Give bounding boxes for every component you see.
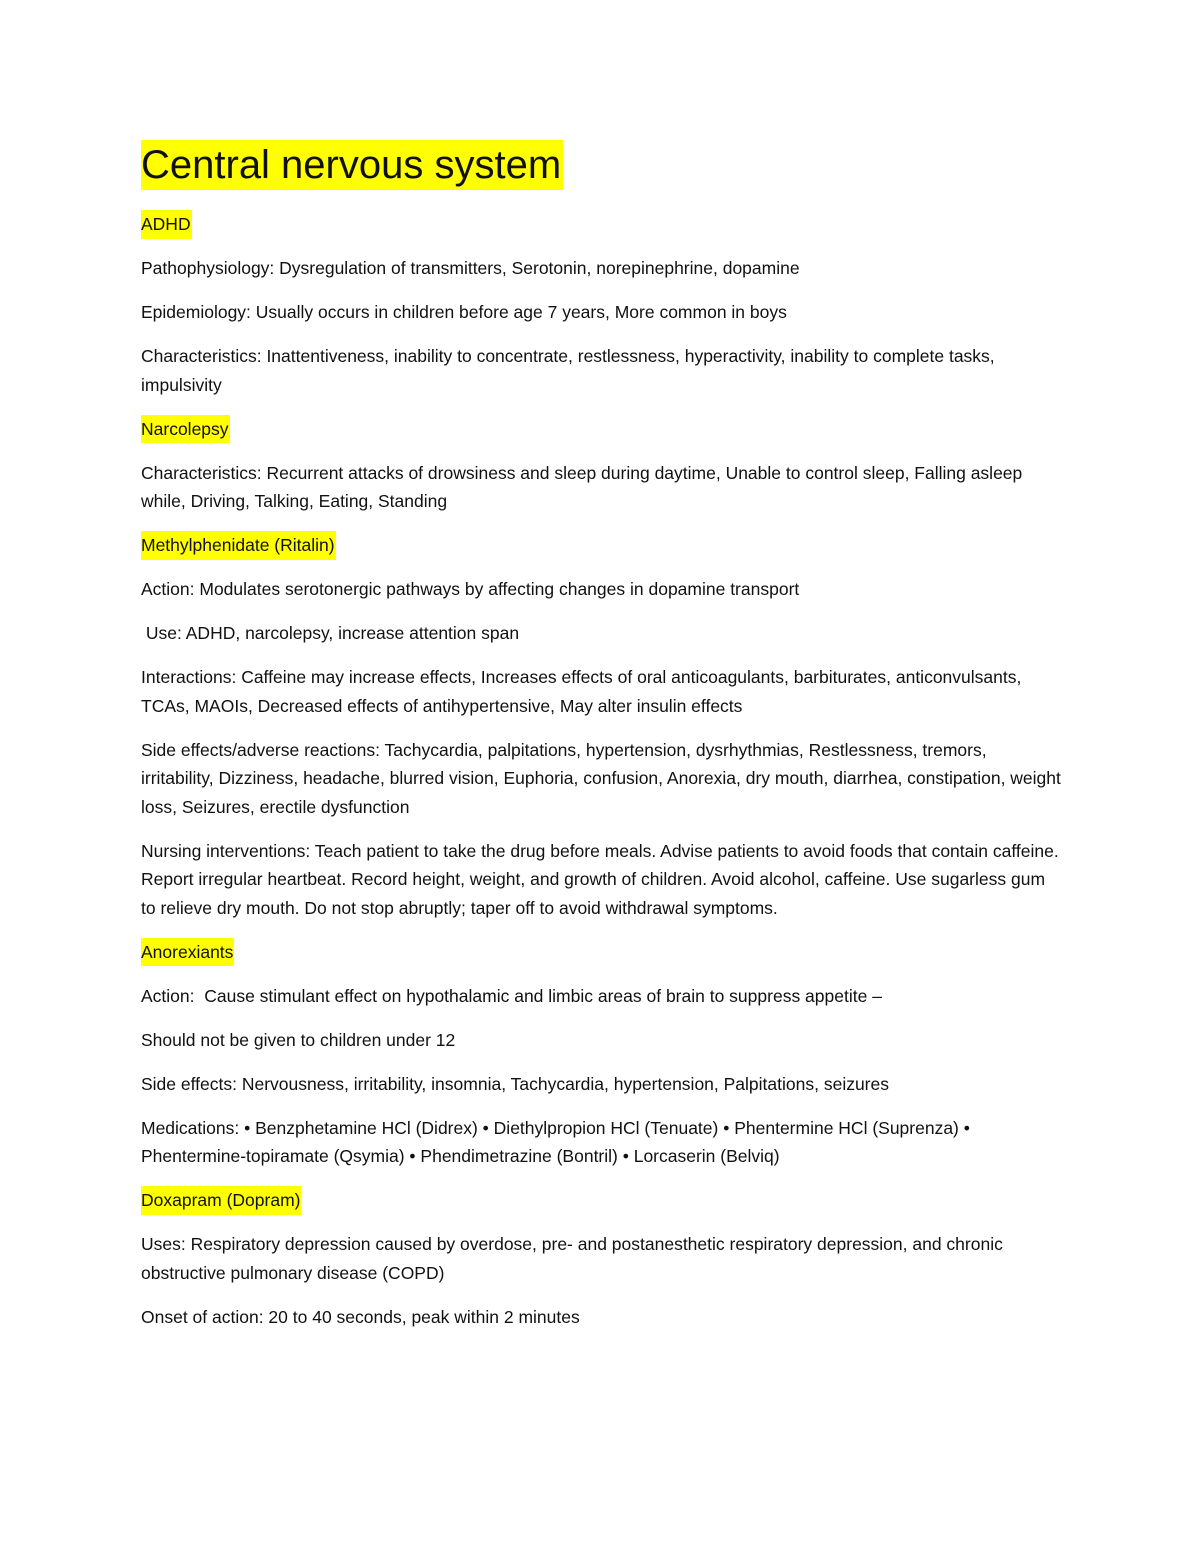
methylphenidate-action: Action: Modulates serotonergic pathways by affecting changes in dopamine transport bbox=[141, 579, 800, 599]
anorexiants-action: Action: Cause stimulant effect on hypothalamic and limbic areas of brain to suppress appetite – bbox=[141, 985, 882, 1006]
methylphenidate-use: Use: ADHD, narcolepsy, increase attention span bbox=[141, 623, 520, 643]
section-heading-anorexiants: Anorexiants bbox=[141, 938, 234, 967]
heading-methylphenidate-row bbox=[141, 531, 1061, 560]
document-page bbox=[141, 140, 1061, 1347]
section-heading-adhd: ADHD bbox=[141, 210, 192, 239]
adhd-characteristics: Characteristics: Inattentiveness, inability to concentrate, restlessness, hyperactivity, inability to complete tasks, impulsivity bbox=[141, 346, 995, 395]
doxapram-uses: Uses: Respiratory depression caused by overdose, pre- and postanesthetic respiratory depression, and chronic obstructive pulmonary disease (COPD) bbox=[141, 1234, 1003, 1283]
anorexiants-side-effects: Side effects: Nervousness, irritability, insomnia, Tachycardia, hypertension, Palpitations, seizures bbox=[141, 1073, 889, 1094]
section-heading-narcolepsy: Narcolepsy bbox=[141, 415, 230, 444]
section-heading-doxapram: Doxapram (Dopram) bbox=[141, 1186, 301, 1215]
narcolepsy-characteristics: Characteristics: Recurrent attacks of drowsiness and sleep during daytime, Unable to control sleep, Falling asleep while, Driving, Talking, Eating, Standing bbox=[141, 462, 1023, 511]
adhd-epidemiology: Epidemiology: Usually occurs in children before age 7 years, More common in boys bbox=[141, 302, 787, 322]
methylphenidate-side-effects: Side effects/adverse reactions: Tachycardia, palpitations, hypertension, dysrhythmias, Restlessness, tremors, irritability, Dizziness, headache, blurred vision, Euphoria, confusion, Anorexia, dry mouth, diarrhea, constipation, weight loss, Seizures, erectile dysfunction bbox=[141, 739, 1061, 817]
heading-adhd-row bbox=[141, 210, 1061, 239]
heading-doxapram-row bbox=[141, 1186, 1061, 1215]
methylphenidate-interactions: Interactions: Caffeine may increase effects, Increases effects of oral anticoagulants, barbiturates, anticonvulsants, TCAs, MAOIs, Decreased effects of antihypertensive, May alter insulin effects bbox=[141, 667, 1022, 716]
anorexiants-medications: Medications: • Benzphetamine HCl (Didrex) • Diethylpropion HCl (Tenuate) • Phentermine HCl (Suprenza) • Phentermine-topiramate (Qsymia) • Phendimetrazine (Bontril) • Lorcaserin (Belviq) bbox=[141, 1117, 970, 1166]
heading-anorexiants-row bbox=[141, 938, 1061, 967]
page-title: Central nervous system bbox=[141, 140, 563, 190]
adhd-pathophysiology: Pathophysiology: Dysregulation of transmitters, Serotonin, norepinephrine, dopamine bbox=[141, 258, 800, 278]
doxapram-onset: Onset of action: 20 to 40 seconds, peak within 2 minutes bbox=[141, 1306, 580, 1327]
heading-narcolepsy-row bbox=[141, 415, 1061, 444]
anorexiants-children-note: Should not be given to children under 12 bbox=[141, 1029, 456, 1050]
title-spacer bbox=[141, 190, 1061, 210]
methylphenidate-nursing-interventions: Nursing interventions: Teach patient to take the drug before meals. Advise patients to avoid foods that contain caffeine. Report irregular heartbeat. Record height, weight, and growth of children. Avoid alcohol, caffeine. Use sugarless gum to relieve dry mouth. Do not stop abruptly; taper off to avoid withdrawal symptoms. bbox=[141, 840, 1059, 918]
section-heading-methylphenidate: Methylphenidate (Ritalin) bbox=[141, 531, 336, 560]
